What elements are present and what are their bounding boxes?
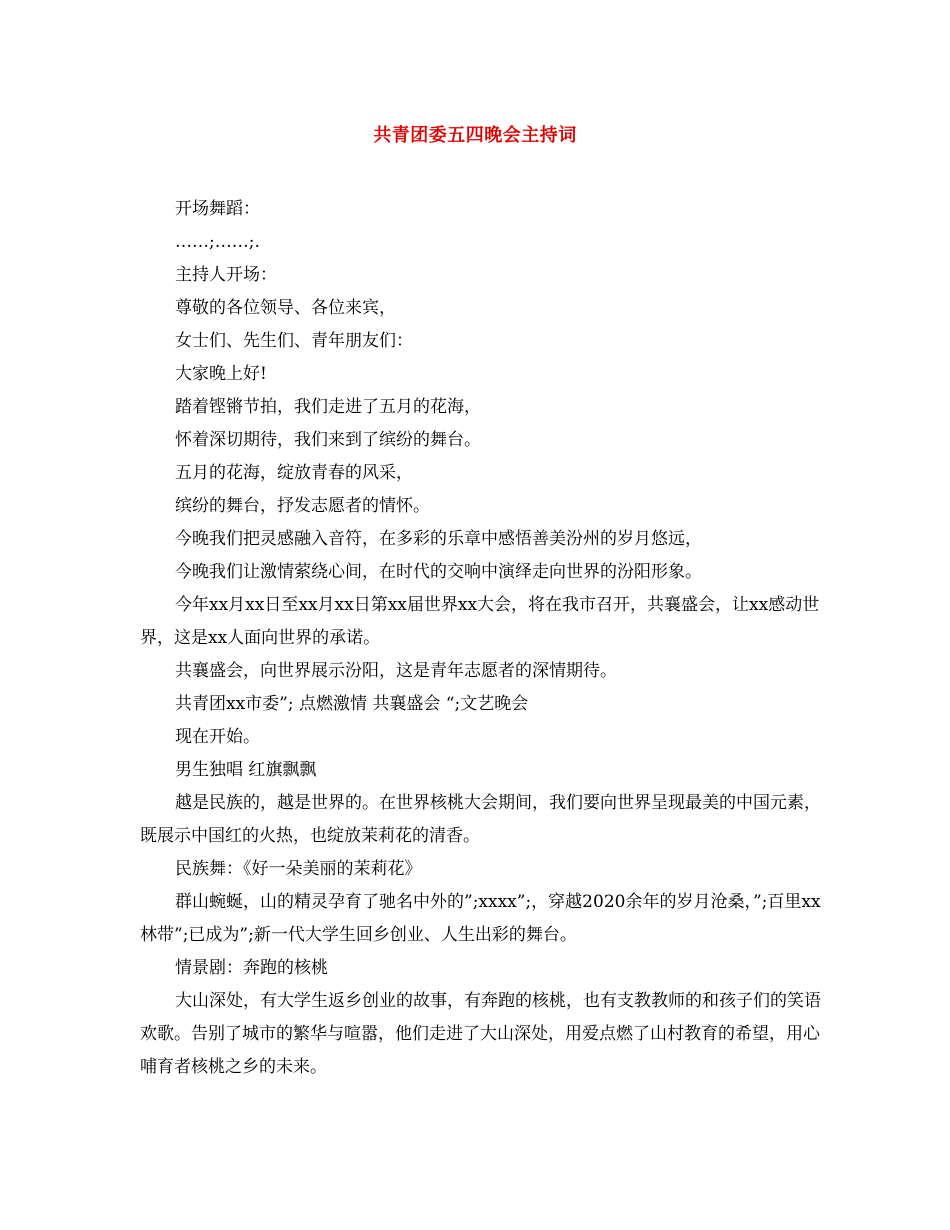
paragraph: 踏着铿锵节拍，我们走进了五月的花海， bbox=[175, 397, 481, 417]
document-body bbox=[140, 193, 830, 1084]
paragraph: 现在开始。 bbox=[175, 727, 260, 747]
paragraph: 民族舞：《好一朵美丽的茉莉花》 bbox=[175, 859, 422, 879]
paragraph: 尊敬的各位领导、各位来宾， bbox=[175, 298, 396, 318]
paragraph: 女士们、先生们、青年朋友们： bbox=[175, 331, 413, 351]
paragraph: 主持人开场： bbox=[175, 265, 277, 285]
paragraph: ……;……;. bbox=[175, 232, 260, 252]
paragraph: 共襄盛会，向世界展示汾阳，这是青年志愿者的深情期待。 bbox=[175, 661, 617, 681]
paragraph: 今晚我们让激情萦绕心间，在时代的交响中演绎走向世界的汾阳形象。 bbox=[175, 562, 702, 582]
paragraph: 共青团xx市委”; 点燃激情 共襄盛会 “;文艺晚会 bbox=[175, 694, 529, 714]
paragraph: 大家晚上好! bbox=[175, 364, 267, 384]
paragraph: 情景剧：奔跑的核桃 bbox=[175, 958, 328, 978]
paragraph: 男生独唱 红旗飘飘 bbox=[175, 760, 317, 780]
document-title: 共青团委五四晚会主持词 bbox=[373, 125, 577, 146]
paragraph: 缤纷的舞台，抒发志愿者的情怀。 bbox=[175, 496, 430, 516]
paragraph: 大山深处，有大学生返乡创业的故事，有奔跑的核桃，也有支教教师的和孩子们的笑语欢歌。告别了城市的繁华与喧嚣，他们走进了大山深处，用爱点燃了山村教育的希望，用心哺育者核桃之乡的未来。 bbox=[140, 991, 821, 1077]
paragraph: 五月的花海，绽放青春的风采， bbox=[175, 463, 413, 483]
paragraph: 开场舞蹈： bbox=[175, 199, 260, 219]
paragraph: 群山蜿蜒，山的精灵孕育了驰名中外的”;xxxx”;，穿越2020余年的岁月沧桑，”;百里xx林带”;已成为”;新一代大学生回乡创业、人生出彩的舞台。 bbox=[140, 892, 821, 945]
paragraph: 今年xx月xx日至xx月xx日第xx届世界xx大会，将在我市召开，共襄盛会，让xx感动世界，这是xx人面向世界的承诺。 bbox=[140, 595, 820, 648]
paragraph: 越是民族的，越是世界的。在世界核桃大会期间，我们要向世界呈现最美的中国元素，既展示中国红的火热，也绽放茉莉花的清香。 bbox=[140, 793, 821, 846]
paragraph: 怀着深切期待，我们来到了缤纷的舞台。 bbox=[175, 430, 481, 450]
paragraph: 今晚我们把灵感融入音符，在多彩的乐章中感悟善美汾州的岁月悠远， bbox=[175, 529, 702, 549]
